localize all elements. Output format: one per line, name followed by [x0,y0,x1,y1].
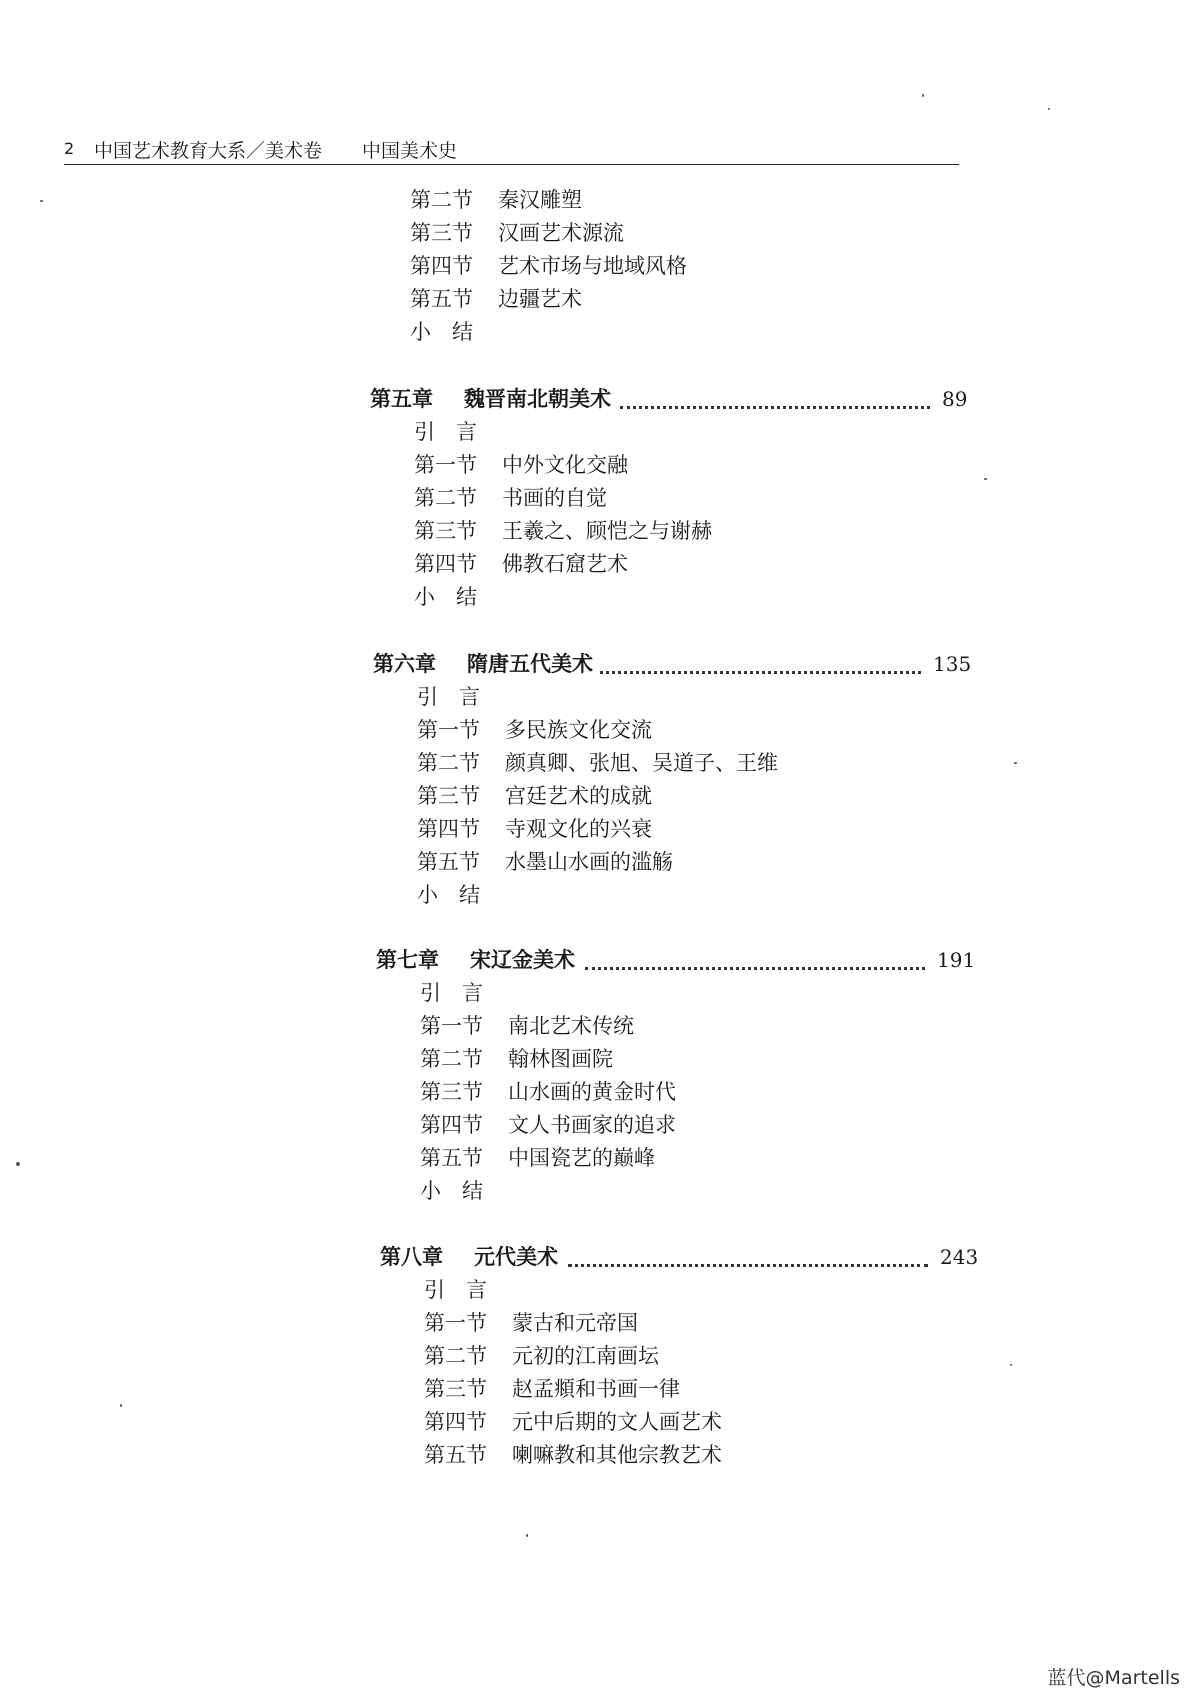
toc-section [410,285,582,313]
chapter-page-number: 135 [933,652,972,676]
toc-section [420,1012,634,1040]
section-label: 第四节 [417,817,480,841]
chapter-page-number: 191 [937,948,976,972]
toc-section [420,1111,676,1139]
section-title: 赵孟頫和书画一律 [512,1377,680,1401]
toc-section [420,1045,613,1073]
section-title: 寺观文化的兴衰 [505,817,652,841]
chapter-page-number: 89 [942,387,968,411]
section-title: 书画的自觉 [502,486,607,510]
toc-section [414,484,607,512]
toc-section [424,1441,722,1469]
toc-section [414,418,502,446]
toc-section [424,1309,638,1337]
section-label: 第一节 [420,1014,483,1038]
page-number: 2 [64,139,75,158]
section-label: 第二节 [410,188,473,212]
section-title: 蒙古和元帝国 [512,1311,638,1335]
chapter-title: 元代美术 [474,1245,558,1269]
section-title: 宫廷艺术的成就 [505,784,652,808]
toc-section [424,1276,512,1304]
section-title: 中外文化交融 [502,453,628,477]
toc-section [414,451,628,479]
toc-chapter [373,650,973,678]
section-title: 边疆艺术 [498,287,582,311]
section-label: 引 言 [414,420,477,444]
toc-section [417,716,652,744]
toc-section [420,1177,508,1205]
section-label: 小 结 [410,320,473,344]
toc-section [424,1342,659,1370]
toc-section [414,583,502,611]
toc-section [420,979,508,1007]
section-label: 第一节 [417,718,480,742]
toc-section [417,782,652,810]
section-title: 山水画的黄金时代 [508,1080,676,1104]
leader-dots [568,1236,928,1267]
toc-section [414,550,628,578]
section-label: 引 言 [420,981,483,1005]
section-title: 南北艺术传统 [508,1014,634,1038]
toc-section [420,1078,676,1106]
chapter-label: 第七章 [376,948,439,972]
chapter-title: 隋唐五代美术 [467,652,593,676]
section-label: 第二节 [424,1344,487,1368]
section-label: 第一节 [424,1311,487,1335]
toc-section [417,683,505,711]
series-title: 中国艺术教育大系／美术卷 [94,140,323,162]
toc-section [410,186,582,214]
section-title: 汉画艺术源流 [498,221,624,245]
section-label: 第四节 [424,1410,487,1434]
toc-chapter [376,946,977,974]
section-label: 第五节 [417,850,480,874]
section-label: 第五节 [410,287,473,311]
chapter-label: 第五章 [370,387,433,411]
toc-chapter [380,1243,980,1271]
chapter-label: 第六章 [373,652,436,676]
leader-dots [620,378,930,409]
toc-section [410,219,624,247]
toc-section [417,815,652,843]
chapter-page-number: 243 [940,1245,979,1269]
section-title: 文人书画家的追求 [508,1113,676,1137]
toc-section [420,1144,655,1172]
section-label: 第三节 [420,1080,483,1104]
section-title: 多民族文化交流 [505,718,652,742]
section-label: 第四节 [420,1113,483,1137]
chapter-title: 魏晋南北朝美术 [464,387,611,411]
section-label: 第三节 [424,1377,487,1401]
section-title: 水墨山水画的滥觞 [505,850,673,874]
section-title: 喇嘛教和其他宗教艺术 [512,1443,722,1467]
leader-dots [585,939,925,970]
section-title: 中国瓷艺的巅峰 [508,1146,655,1170]
toc-section [410,252,687,280]
chapter-label: 第八章 [380,1245,443,1269]
section-label: 第四节 [414,552,477,576]
section-label: 第四节 [410,254,473,278]
book-title: 中国美术史 [362,140,458,162]
section-label: 引 言 [417,685,480,709]
toc-section [417,848,673,876]
section-label: 第三节 [410,221,473,245]
section-label: 第五节 [420,1146,483,1170]
section-title: 颜真卿、张旭、吴道子、王维 [505,751,778,775]
chapter-title: 宋辽金美术 [470,948,575,972]
toc-section [417,749,778,777]
section-label: 第五节 [424,1443,487,1467]
section-title: 王羲之、顾恺之与谢赫 [502,519,712,543]
section-title: 艺术市场与地域风格 [498,254,687,278]
section-label: 第三节 [417,784,480,808]
section-title: 元初的江南画坛 [512,1344,659,1368]
section-label: 第一节 [414,453,477,477]
toc-chapter [370,385,982,413]
section-title: 秦汉雕塑 [498,188,582,212]
section-title: 元中后期的文人画艺术 [512,1410,722,1434]
section-label: 小 结 [420,1179,483,1203]
section-label: 第二节 [414,486,477,510]
section-label: 第二节 [417,751,480,775]
section-label: 第三节 [414,519,477,543]
running-header [64,136,959,165]
watermark: 蓝代@Martells [1047,1667,1180,1689]
toc-section [414,517,712,545]
leader-dots [600,643,921,674]
toc-section [424,1375,680,1403]
section-label: 小 结 [417,883,480,907]
section-label: 引 言 [424,1278,487,1302]
section-label: 第二节 [420,1047,483,1071]
section-title: 翰林图画院 [508,1047,613,1071]
toc-section [424,1408,722,1436]
toc-section [410,318,498,346]
section-title: 佛教石窟艺术 [502,552,628,576]
section-label: 小 结 [414,585,477,609]
toc-section [417,881,505,909]
